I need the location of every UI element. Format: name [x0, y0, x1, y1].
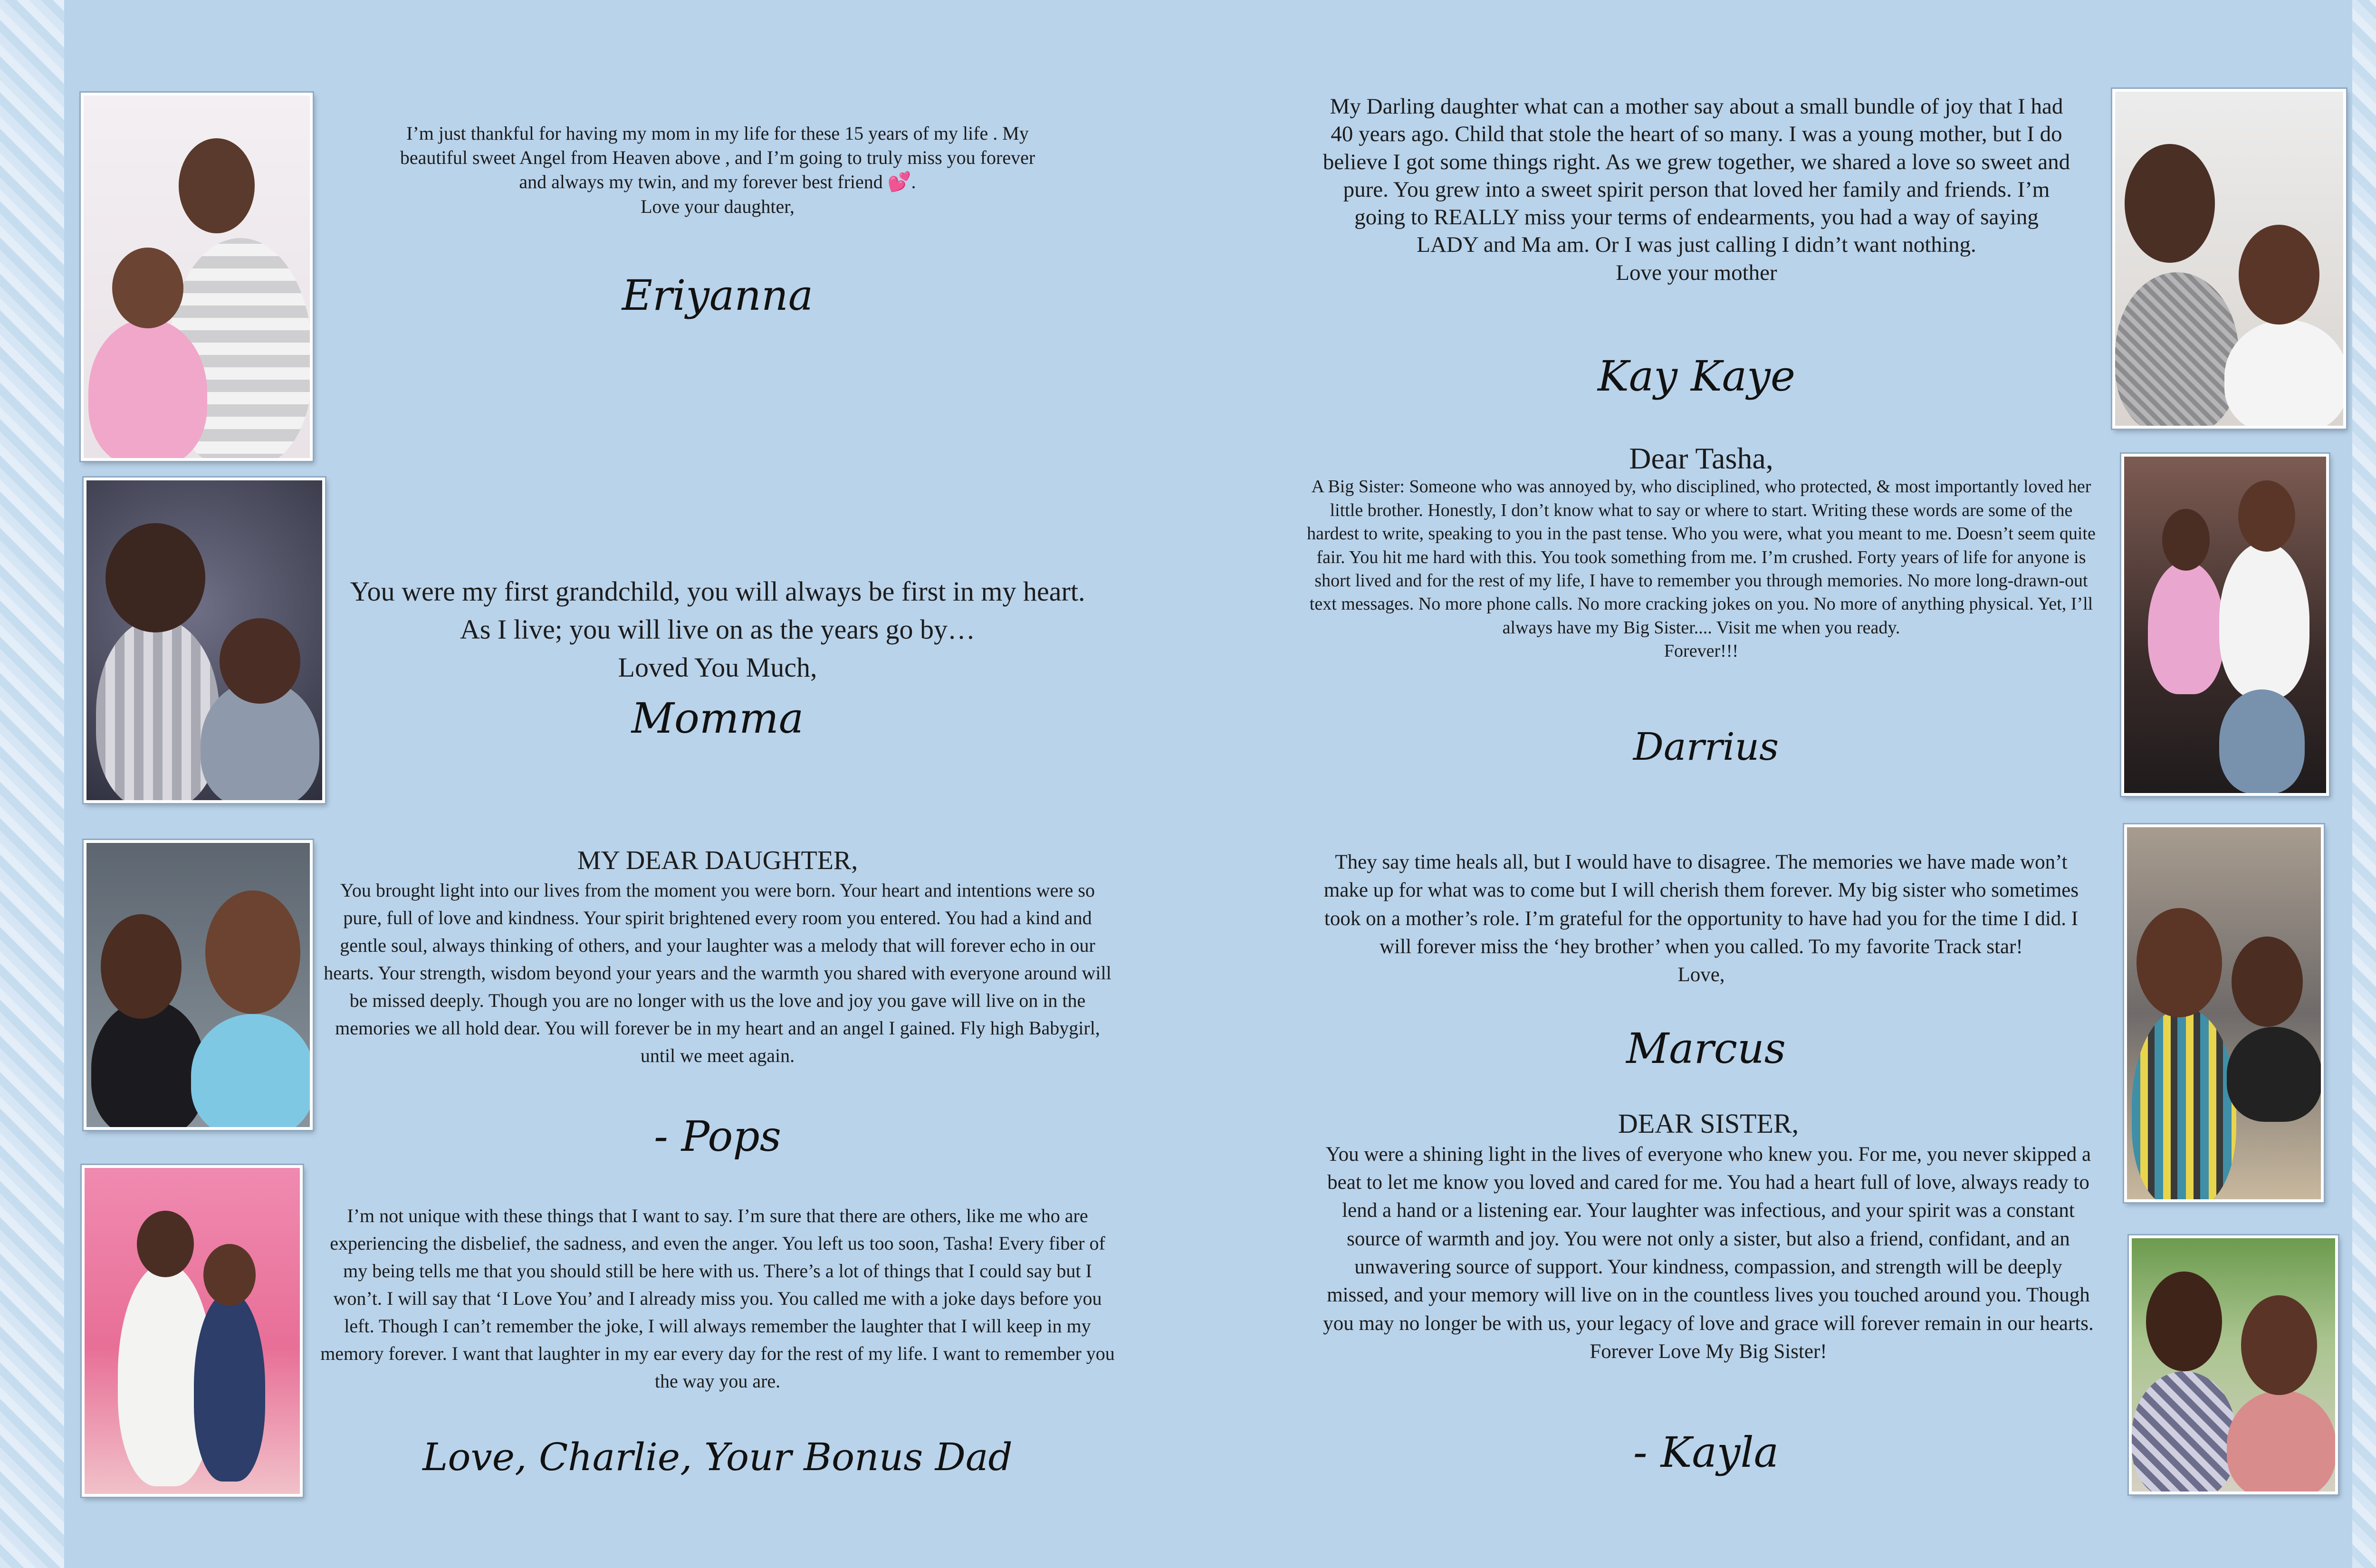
- tribute-kaykaye: [1321, 93, 2072, 287]
- tribute-message: You were a shining light in the lives of everyone who knew you. For me, you never skipped a beat to let me know you loved and cared for me. You had a heart full of love, always ready to lend a hand or a listening ear. Your laughter was infectious, and your spirit was a constant source of warmth and joy. You were not only a sister, but also a friend, confidant, and an unwavering source of support. Your kindness, compassion, and strength will be deeply missed, and your memory will live on in the countless lives you touched around you. Though you may no longer be with us, your legacy of love and grace will forever remain in our hearts.: [1323, 1143, 2094, 1335]
- tribute-closing: Love,: [1677, 964, 1725, 986]
- tribute-pops: [323, 845, 1112, 1070]
- photo-kayla: [2129, 1235, 2338, 1494]
- tribute-closing: Love your mother: [1616, 260, 1777, 285]
- signature-marcus: Marcus: [1626, 1024, 1786, 1073]
- tribute-closing: Love your daughter,: [641, 195, 795, 217]
- tribute-closing: Forever Love My Big Sister!: [1590, 1340, 1827, 1363]
- tribute-eriyanna: [390, 121, 1045, 219]
- tribute-darrius: [1304, 442, 2098, 663]
- tribute-message: You were my first grandchild, you will always be first in my heart. As I live; you will live on as the years go by…: [350, 576, 1085, 645]
- photo-eriyanna: [81, 93, 313, 461]
- tribute-charlie: [318, 1202, 1117, 1395]
- signature-charlie: Love, Charlie, Your Bonus Dad: [422, 1435, 1013, 1479]
- photo-pops: [84, 840, 313, 1130]
- tribute-message: My Darling daughter what can a mother say about a small bundle of joy that I had 40 years ago. Child that stole the heart of so many. I was a young mother, but I do believe I got some things right. As we grew together, we shared a love so sweet and pure. You grew into a sweet spirit person that loved her family and friends. I’m going to REALLY miss your terms of endearments, you had a way of saying LADY and Ma am. Or I was just calling I didn’t want nothing.: [1322, 94, 2070, 258]
- tribute-heading: Dear Tasha,: [1629, 441, 1773, 475]
- left-glitter-border: [0, 0, 64, 1568]
- tribute-heading: MY DEAR DAUGHTER,: [577, 846, 858, 875]
- tribute-message: They say time heals all, but I would have to disagree. The memories we have made won’t make up for what was to come but I will cherish them forever. My big sister who sometimes took on a mother’s role. I’m grateful for the opportunity to have had you for the time I did. I will forever miss the ‘hey brother’ when you called. To my favorite Track star!: [1323, 851, 2079, 958]
- signature-eriyanna: Eriyanna: [622, 271, 814, 320]
- tribute-message: I’m not unique with these things that I want to say. I’m sure that there are others, like me who are experiencing the disbelief, the sadness, and even the anger. You left us too soon, Tasha! Every fiber of my being tells me that you should still be here with us. There’s a lot of things that I could say but I won’t. I will say that ‘I Love You’ and I already miss you. You called me with a joke days before you left. Though I can’t remember the joke, I will always remember the laughter that I will keep in my memory forever. I want that laughter in my ear every day for the rest of my life. I want to remember you the way you are.: [320, 1205, 1115, 1392]
- photo-marcus: [2124, 824, 2324, 1202]
- tribute-kayla: [1321, 1107, 2096, 1366]
- photo-charlie: [82, 1165, 303, 1497]
- tribute-message: A Big Sister: Someone who was annoyed by, who disciplined, who protected, & most importantly loved her little brother. Honestly, I don’t know what to say or where to start. Writing these words are some of the hardest to write, speaking to you in the past tense. Who you were, what you meant to me. Doesn’t seem quite fair. You hit me hard with this. You took something from me. I’m crushed. Forty years of life for anyone is short lived and for the rest of my life, I have to remember you through memories. No more long-drawn-out text messages. No more phone calls. No more cracking jokes on you. No more of anything physical. Yet, I’ll always have my Big Sister.... Visit me when you ready.: [1307, 477, 2096, 638]
- photo-momma: [84, 478, 325, 803]
- tribute-message: You brought light into our lives from the moment you were born. Your heart and intentions were so pure, full of love and kindness. Your spirit brightened every room you entered. You had a kind and gentle soul, always thinking of others, and your laughter was a melody that will forever echo in our hearts. Your strength, wisdom beyond your years and the warmth you shared with everyone around will be missed deeply. Though you are no longer with us the love and joy you gave will live on in the memories we all hold dear. You will forever be in my heart and an angel I gained. Fly high Babygirl, until we meet again.: [324, 880, 1111, 1067]
- tribute-closing: Forever!!!: [1664, 641, 1739, 661]
- signature-darrius: Darrius: [1633, 725, 1779, 769]
- tribute-closing: Loved You Much,: [618, 652, 817, 683]
- signature-kaykaye: Kay Kaye: [1598, 352, 1795, 401]
- photo-darrius: [2121, 454, 2329, 796]
- tribute-marcus: [1316, 848, 2086, 989]
- signature-pops: - Pops: [654, 1112, 781, 1161]
- photo-kaykaye: [2112, 89, 2346, 429]
- tribute-message: I’m just thankful for having my mom in my life for these 15 years of my life . My beautiful sweet Angel from Heaven above , and I’m going to truly miss you forever and always my twin, and my forever best friend 💕.: [400, 123, 1035, 193]
- signature-kayla: - Kayla: [1633, 1428, 1779, 1477]
- tribute-heading: DEAR SISTER,: [1618, 1108, 1799, 1139]
- signature-momma: Momma: [631, 694, 804, 743]
- tribute-momma: [333, 573, 1102, 687]
- right-glitter-border: [2352, 0, 2376, 1568]
